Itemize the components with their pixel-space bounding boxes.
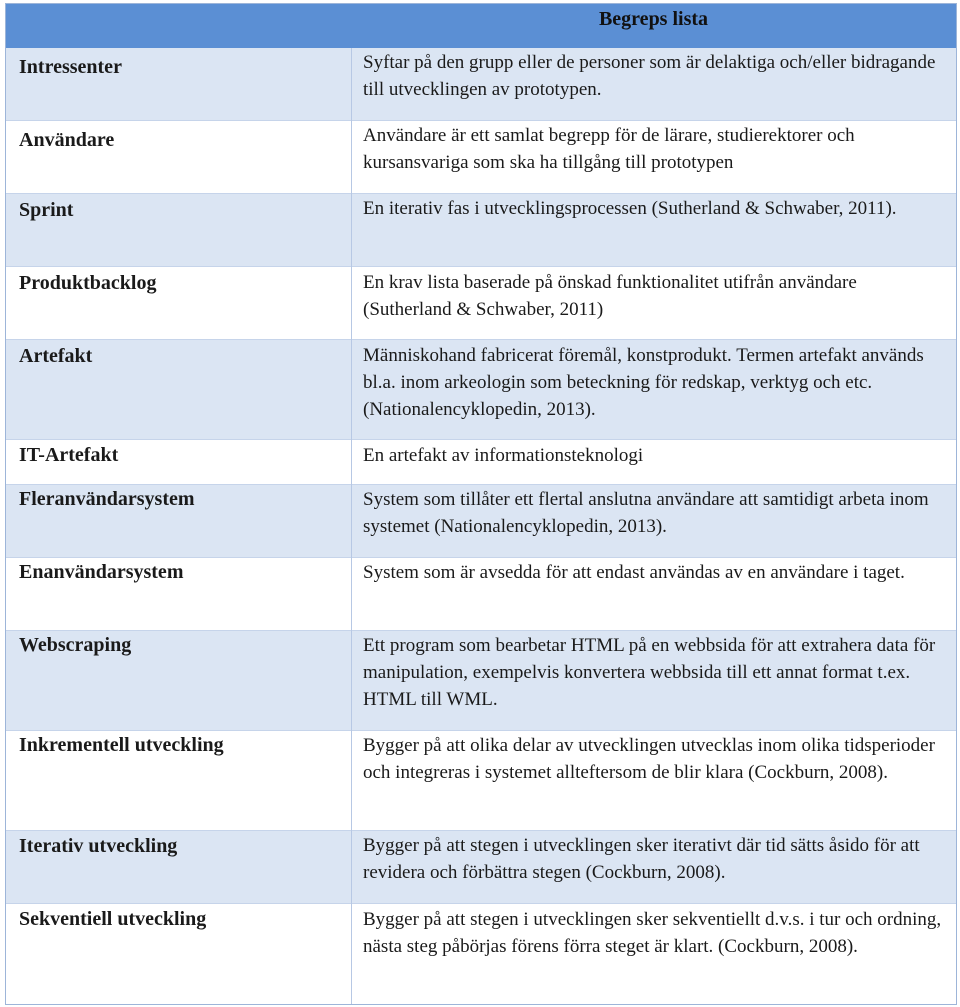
table-row (6, 731, 956, 831)
definition-cell: Användare är ett samlat begrepp för de lärare, studierektorer och kursansvariga som ska ha tillgång till prototypen (363, 125, 855, 173)
term-cell: Produktbacklog (19, 272, 157, 294)
definition-cell: Ett program som bearbetar HTML på en webbsida för att extrahera data för manipulation, exempelvis konvertera webbsida till ett annat format t.ex. HTML till WML. (363, 635, 936, 710)
definition-cell: En krav lista baserade på önskad funktionalitet utifrån användare (Sutherland & Schwaber, 2011) (363, 272, 857, 320)
definition-cell: Bygger på att stegen i utvecklingen sker iterativt där tid sätts åsido för att revidera och förbättra stegen (Cockburn, 2008). (363, 835, 920, 883)
table-row (6, 340, 956, 440)
table-row (6, 267, 956, 340)
definition-cell: Syftar på den grupp eller de personer som är delaktiga och/eller bidragande till utvecklingen av prototypen. (363, 52, 936, 100)
definition-cell: En artefakt av informationsteknologi (363, 445, 644, 466)
term-cell: Artefakt (19, 345, 93, 367)
definition-cell: System som tillåter ett flertal anslutna användare att samtidigt arbeta inom systemet (Nationalencyklopedin, 2013). (363, 489, 929, 537)
term-cell: Sprint (19, 199, 74, 221)
table-row (6, 485, 956, 558)
table-row (6, 904, 956, 1004)
term-cell: Iterativ utveckling (19, 835, 178, 857)
definition-cell: System som är avsedda för att endast användas av en användare i taget. (363, 562, 905, 583)
definition-cell: En iterativ fas i utvecklingsprocessen (Sutherland & Schwaber, 2011). (363, 198, 897, 219)
term-cell: Webscraping (19, 634, 132, 656)
term-cell: IT-Artefakt (19, 444, 119, 466)
term-cell: Användare (19, 129, 115, 151)
table-row (6, 48, 956, 121)
table-header-title: Begreps lista (598, 8, 709, 30)
table-row (6, 121, 956, 194)
table-row (6, 558, 956, 631)
definition-cell: Bygger på att olika delar av utvecklingen utvecklas inom olika tidsperioder och integreras i systemet allteftersom de blir klara (Cockburn, 2008). (363, 735, 935, 783)
term-cell: Inkrementell utveckling (19, 734, 224, 756)
table-row (6, 831, 956, 904)
term-cell: Fleranvändarsystem (19, 488, 195, 510)
definition-cell: Bygger på att stegen i utvecklingen sker sekventiellt d.v.s. i tur och ordning, nästa steg påbörjas förens förra steget är klart. (Cockburn, 2008). (363, 909, 942, 957)
glossary-table (5, 3, 957, 1005)
table-row (6, 440, 956, 485)
table-header-row (6, 4, 956, 48)
table-row (6, 631, 956, 731)
term-cell: Intressenter (19, 56, 122, 78)
term-cell: Sekventiell utveckling (19, 908, 207, 930)
column-divider (351, 48, 352, 1004)
term-cell: Enanvändarsystem (19, 561, 184, 583)
definition-cell: Människohand fabricerat föremål, konstprodukt. Termen artefakt används bl.a. inom arkeologin som beteckning för redskap, verktyg och etc. (Nationalencyklopedin, 2013). (363, 345, 924, 420)
table-row (6, 194, 956, 267)
